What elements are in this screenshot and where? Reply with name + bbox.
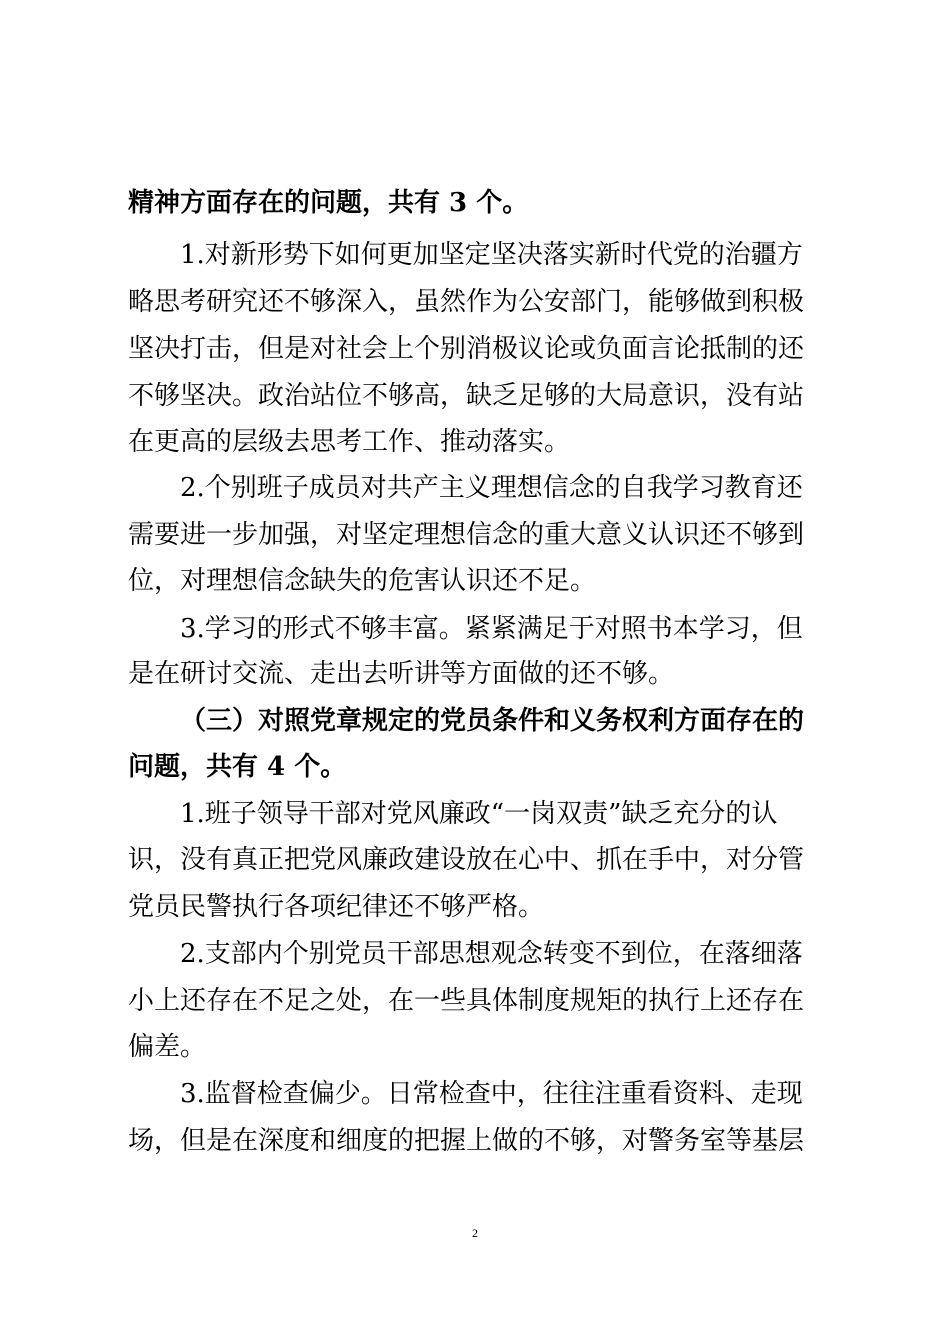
text-line-11: 是在研讨交流、走出去听讲等方面做的还不够。 xyxy=(128,659,675,689)
text-line-15: 识，没有真正把党风廉政建设放在心中、抓在手中，对分管 xyxy=(128,845,805,875)
text-line-1: 精神方面存在的问题，共有 3 个。 xyxy=(128,188,529,218)
text-line-6: 在更高的层级去思考工作、推动落实。 xyxy=(128,427,571,457)
text-line-16: 党员民警执行各项纪律还不够严格。 xyxy=(128,892,545,922)
text-line-5: 不够坚决。政治站位不够高，缺乏足够的大局意识，没有站 xyxy=(128,381,805,411)
section-heading-3-cont: 问题，共有 4 个。 xyxy=(128,752,347,782)
text-line-7: 2.个别班子成员对共产主义理想信念的自我学习教育还 xyxy=(180,473,803,503)
section-heading-3: （三）对照党章规定的党员条件和义务权利方面存在的 xyxy=(180,706,805,736)
text-line-3: 略思考研究还不够深入，虽然作为公安部门，能够做到积极 xyxy=(128,287,805,317)
text-line-8: 需要进一步加强，对坚定理想信念的重大意义认识还不够到 xyxy=(128,520,805,550)
page-number: 2 xyxy=(472,1226,478,1240)
text-line-10: 3.学习的形式不够丰富。紧紧满足于对照书本学习，但 xyxy=(180,614,803,644)
text-line-2: 1.对新形势下如何更加坚定坚决落实新时代党的治疆方 xyxy=(180,240,803,270)
text-line-9: 位，对理想信念缺失的危害认识还不足。 xyxy=(128,566,597,596)
text-line-18: 小上还存在不足之处，在一些具体制度规矩的执行上还存在 xyxy=(128,986,805,1016)
text-line-20: 3.监督检查偏少。日常检查中，往往注重看资料、走现 xyxy=(180,1079,803,1109)
text-line-21: 场，但是在深度和细度的把握上做的不够，对警务室等基层 xyxy=(128,1126,805,1156)
text-line-17: 2.支部内个别党员干部思想观念转变不到位，在落细落 xyxy=(180,939,803,969)
text-line-4: 坚决打击，但是对社会上个别消极议论或负面言论抵制的还 xyxy=(128,334,805,364)
text-line-19: 偏差。 xyxy=(128,1032,207,1062)
text-line-14: 1.班子领导干部对党风廉政“一岗双责”缺乏充分的认 xyxy=(180,799,778,829)
